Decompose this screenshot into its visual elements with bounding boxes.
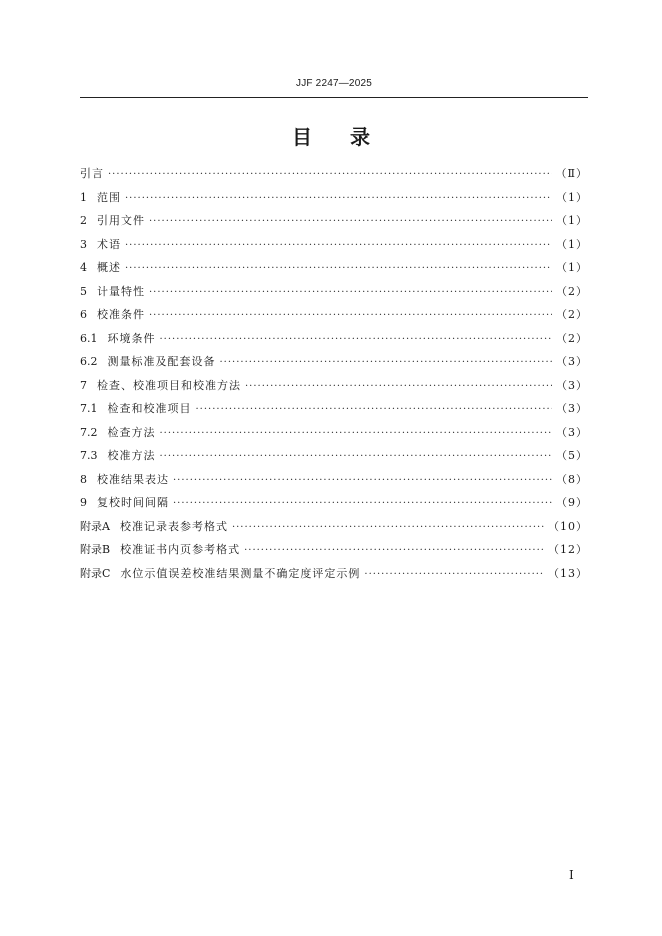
- toc-entry-page: （3）: [556, 355, 588, 368]
- toc-list: [80, 165, 588, 588]
- toc-entry[interactable]: [80, 424, 588, 448]
- toc-entry-page: （2）: [556, 331, 588, 345]
- toc-entry-number: 7.2: [80, 425, 98, 439]
- toc-leader-dots: [149, 310, 552, 321]
- toc-leader-dots: [125, 240, 552, 251]
- toc-entry-page: （2）: [556, 308, 588, 321]
- toc-entry-label: 校准记录表参考格式: [119, 519, 228, 533]
- toc-entry[interactable]: [80, 400, 588, 424]
- toc-entry-number: 9: [80, 496, 87, 509]
- page-header-standard-code: JJF 2247—2025: [296, 78, 372, 89]
- toc-entry-page: （3）: [556, 425, 588, 439]
- toc-entry-label: 校准方法: [107, 449, 156, 462]
- toc-entry-number: 附录A: [80, 519, 110, 533]
- toc-entry-page: （8）: [556, 472, 588, 486]
- toc-entry-page: （1）: [556, 214, 588, 227]
- toc-entry[interactable]: [80, 471, 588, 495]
- toc-entry-page: （1）: [556, 190, 588, 204]
- toc-entry-label: 校准证书内页参考格式: [120, 543, 241, 556]
- toc-leader-dots: [160, 428, 553, 439]
- toc-entry[interactable]: [80, 165, 588, 189]
- toc-entry[interactable]: [80, 212, 588, 236]
- toc-entry-page: （1）: [556, 237, 588, 251]
- toc-entry-number: 4: [80, 261, 87, 274]
- toc-entry-number: 6.2: [80, 355, 98, 368]
- toc-leader-dots: [245, 381, 552, 392]
- toc-entry[interactable]: [80, 189, 588, 213]
- toc-entry-label: 引言: [80, 167, 104, 180]
- toc-entry[interactable]: [80, 330, 588, 354]
- toc-entry[interactable]: [80, 306, 588, 330]
- header-divider: [80, 97, 588, 98]
- toc-entry-label: 测量标准及配套设备: [107, 355, 216, 368]
- toc-entry[interactable]: [80, 518, 588, 542]
- toc-title: 目录: [292, 125, 408, 149]
- toc-entry-page: （9）: [556, 496, 588, 509]
- toc-entry-label: 引用文件: [97, 214, 145, 227]
- toc-entry-number: 7.3: [80, 449, 98, 462]
- page-number: Ⅰ: [569, 868, 574, 882]
- toc-entry-label: 校准结果表达: [97, 472, 169, 486]
- toc-entry-number: 5: [80, 284, 87, 298]
- toc-entry-label: 术语: [97, 237, 121, 251]
- toc-leader-dots: [232, 522, 544, 533]
- toc-entry-label: 校准条件: [97, 308, 145, 321]
- toc-entry-number: 附录B: [80, 543, 111, 556]
- toc-entry-number: 2: [80, 214, 87, 227]
- toc-leader-dots: [173, 475, 552, 486]
- toc-entry-page: （Ⅱ）: [555, 167, 588, 180]
- toc-entry-number: 6.1: [80, 331, 98, 345]
- toc-leader-dots: [149, 216, 552, 227]
- toc-leader-dots: [125, 193, 552, 204]
- toc-leader-dots: [364, 569, 544, 580]
- toc-entry-label: 检查方法: [107, 425, 156, 439]
- toc-entry-number: 1: [80, 190, 87, 204]
- toc-leader-dots: [108, 169, 552, 180]
- toc-entry[interactable]: [80, 494, 588, 518]
- toc-entry-label: 复校时间间隔: [97, 496, 169, 509]
- toc-entry[interactable]: [80, 541, 588, 565]
- toc-entry-page: （5）: [556, 449, 588, 462]
- toc-entry-number: 附录C: [80, 566, 111, 580]
- toc-entry-label: 计量特性: [97, 284, 145, 298]
- toc-leader-dots: [173, 498, 552, 509]
- toc-leader-dots: [160, 451, 553, 462]
- toc-leader-dots: [244, 545, 544, 556]
- toc-entry-label: 检查、校准项目和校准方法: [97, 378, 241, 392]
- toc-entry-page: （3）: [556, 378, 588, 392]
- toc-entry-label: 概述: [97, 261, 121, 274]
- toc-entry[interactable]: [80, 377, 588, 401]
- toc-leader-dots: [149, 287, 552, 298]
- toc-entry-page: （10）: [548, 519, 588, 533]
- toc-entry-page: （13）: [548, 566, 588, 580]
- toc-entry-number: 6: [80, 308, 87, 321]
- toc-entry-number: 7.1: [80, 402, 98, 415]
- toc-entry[interactable]: [80, 259, 588, 283]
- toc-entry[interactable]: [80, 353, 588, 377]
- toc-leader-dots: [160, 334, 553, 345]
- toc-entry-label: 环境条件: [107, 331, 156, 345]
- toc-entry-page: （1）: [556, 261, 588, 274]
- toc-entry-number: 7: [80, 378, 87, 392]
- toc-leader-dots: [196, 404, 553, 415]
- toc-entry-label: 范围: [97, 190, 121, 204]
- toc-entry[interactable]: [80, 283, 588, 307]
- toc-entry[interactable]: [80, 236, 588, 260]
- toc-entry-label: 水位示值误差校准结果测量不确定度评定示例: [120, 566, 361, 580]
- toc-entry[interactable]: [80, 447, 588, 471]
- toc-leader-dots: [220, 357, 553, 368]
- toc-leader-dots: [125, 263, 552, 274]
- toc-entry-number: 3: [80, 237, 87, 251]
- toc-entry-page: （3）: [556, 402, 588, 415]
- toc-entry-label: 检查和校准项目: [107, 402, 192, 415]
- toc-entry-page: （12）: [548, 543, 588, 556]
- toc-entry-number: 8: [80, 472, 87, 486]
- toc-entry[interactable]: [80, 565, 588, 589]
- toc-entry-page: （2）: [556, 284, 588, 298]
